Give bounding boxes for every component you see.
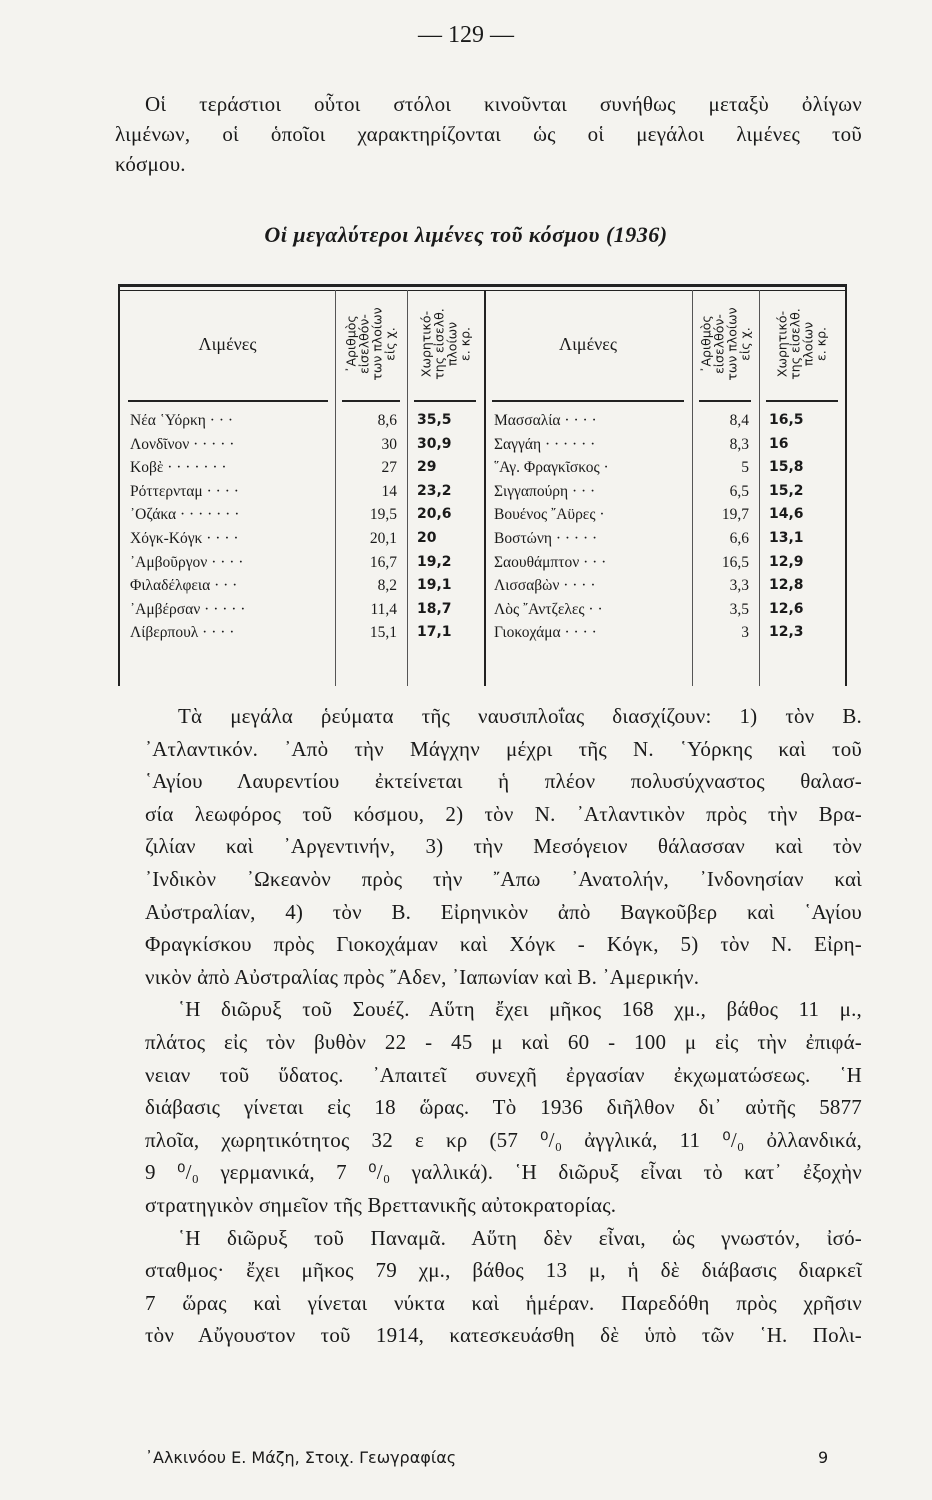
ships-count: 11,4 — [370, 600, 397, 618]
header-text: εἰς χ. — [383, 327, 399, 361]
body-line: Τὰ μεγάλα ῥεύματα τῆς ναυσιπλοΐας διασχίζουν: 1) τὸν Β. — [178, 704, 862, 728]
port-name: Φιλαδέλφεια · · · — [130, 577, 238, 595]
port-name: Νέα ῾Υόρκη · · · — [130, 412, 234, 429]
port-name: ῞Αγ. Φραγκῖσκος · — [494, 459, 609, 477]
ships-count: 8,3 — [729, 435, 749, 453]
port-name: Ρόττερνταμ · · · · — [130, 482, 239, 500]
body-line: διάβασις γίνεται εἰς 18 ὥρας. Τὸ 1936 διῆλθον δι᾿ αὐτῆς 5877 — [145, 1095, 862, 1120]
port-name: Λὸς ῎Αντζελες · · — [494, 600, 603, 618]
tonnage: 16,5 — [769, 412, 804, 428]
tonnage: 12,8 — [769, 577, 804, 594]
port-name: Λισσαβὼν · · · · — [494, 577, 596, 595]
header-rule — [128, 400, 328, 402]
table-top-rule-thin — [118, 290, 847, 291]
ports-table — [118, 284, 847, 686]
tonnage: 14,6 — [769, 506, 804, 523]
body-line: πλάτος εἰς τὸν βυθὸν 22 - 45 μ καὶ 60 - 100 μ εἰς τὴν ἐπιφά- — [145, 1030, 862, 1054]
tonnage: 18,7 — [417, 600, 452, 617]
header-rule — [414, 400, 476, 402]
intro-line: Οἱ τεράστιοι οὗτοι στόλοι κινοῦνται συνήθως μεταξὺ ὀλίγων — [145, 92, 862, 116]
body-line: ᾿Ατλαντικόν. ᾿Απὸ τὴν Μάγχην μέχρι τῆς Ν. ῾Υόρκης καὶ τοῦ — [145, 736, 862, 761]
table-title: Οἱ μεγαλύτεροι λιμένες τοῦ κόσμου (1936) — [264, 222, 668, 247]
tonnage: 23,2 — [417, 482, 452, 499]
ships-count: 3,5 — [729, 600, 749, 618]
body-line: σία λεωφόρος τοῦ κόσμου, 2) τὸν Ν. ᾿Ατλαντικὸν πρὸς τὴν Βρα- — [145, 801, 862, 826]
port-name: Λονδῖνον · · · · · — [130, 435, 235, 453]
tonnage: 16 — [769, 435, 789, 452]
header-text: ᾿Αριθμὸς — [698, 315, 714, 373]
port-name: Βουένος ῎Αϋρες · — [494, 506, 605, 524]
header-text: της εἰσελθ. — [787, 308, 803, 380]
header-text: πλοίων — [800, 321, 816, 367]
body-line: νειαν τοῦ ὕδατος. ᾿Απαιτεῖ συνεχῆ ἐργασίαν ἐκχωματώσεως. ῾Η — [145, 1062, 862, 1087]
ships-count: 6,6 — [729, 530, 749, 547]
header-text: εἰσελθόν- — [711, 314, 727, 374]
footer-signature: 9 — [818, 1448, 829, 1467]
header-text: Χωρητικό- — [418, 310, 434, 378]
tonnage: 15,2 — [769, 482, 804, 499]
table-row — [120, 483, 845, 507]
page-number: — 129 — — [418, 22, 514, 48]
table-row — [120, 554, 845, 578]
body-line: ζιλίαν καὶ ᾿Αργεντινήν, 3) τὴν Μεσόγειον θάλασσαν καὶ τὸν — [145, 834, 862, 859]
header-port-right: Λιμένες — [559, 333, 617, 354]
tonnage: 19,1 — [417, 577, 452, 594]
tonnage: 35,5 — [417, 412, 452, 428]
tonnage: 13,1 — [769, 530, 804, 546]
header-text: των πλοίων — [370, 307, 386, 381]
header-tonnage-left — [407, 294, 484, 394]
tonnage: 12,3 — [769, 624, 804, 641]
tonnage: 12,9 — [769, 553, 804, 570]
body-line: σταθμος· ἔχει μῆκος 79 χμ., βάθος 13 μ, ἡ δὲ διάβασις διαρκεῖ — [145, 1258, 862, 1283]
ships-count: 3,3 — [729, 577, 749, 595]
body-line: ῾Η διῶρυξ τοῦ Παναμᾶ. Αὕτη δὲν εἶναι, ὡς γνωστόν, ἰσό- — [178, 1225, 862, 1250]
port-name: Βοστώνη · · · · · — [494, 530, 598, 547]
header-tonnage-right — [759, 294, 845, 394]
body-line: 7 ὥρας καὶ γίνεται νύκτα καὶ ἡμέραν. Παρεδόθη πρὸς χρῆσιν — [145, 1290, 862, 1315]
header-text: εἰς χ. — [737, 327, 753, 361]
header-port-left: Λιμένες — [198, 333, 257, 354]
tonnage: 20 — [417, 530, 437, 546]
ships-count: 16,5 — [721, 553, 749, 571]
ships-count: 16,7 — [369, 553, 397, 571]
table-row — [120, 459, 845, 483]
port-name: Κοβὲ · · · · · · · — [130, 459, 227, 477]
body-line: Φραγκίσκου πρὸς Γιοκοχάμαν καὶ Χόγκ - Κόγκ, 5) τὸν Ν. Εἰρη- — [145, 932, 862, 957]
ships-count: 3 — [741, 624, 749, 642]
port-name: Σαγγάη · · · · · · — [494, 435, 596, 453]
header-rule — [492, 400, 684, 402]
table-row — [120, 506, 845, 530]
ships-count: 15,1 — [369, 624, 397, 642]
header-rule — [342, 400, 400, 402]
tonnage: 29 — [417, 459, 437, 476]
port-name: ᾿Αμβοῦργον · · · · — [130, 553, 244, 571]
ships-count: 20,1 — [369, 530, 397, 547]
header-text: ᾿Αριθμὸς — [344, 315, 360, 373]
ships-count: 14 — [381, 482, 397, 500]
ships-count: 8,2 — [377, 577, 397, 595]
table-row — [120, 624, 845, 648]
body-line: στρατηγικὸν σημεῖον τῆς Βρεττανικῆς αὐτοκρατορίας. — [145, 1193, 617, 1217]
tonnage: 12,6 — [769, 600, 804, 617]
port-name: Σαουθάμπτον · · · — [494, 553, 607, 571]
body-line: πλοῖα, χωρητικότητος 32 ε κρ (57 ⁰/₀ ἀγγλικά, 11 ⁰/₀ ὀλλανδικά, — [145, 1127, 862, 1152]
tonnage: 15,8 — [769, 459, 804, 476]
header-text: Χωρητικό- — [774, 310, 790, 378]
ships-count: 6,5 — [729, 482, 749, 500]
table-row — [120, 577, 845, 601]
tonnage: 30,9 — [417, 435, 452, 452]
header-ships-right — [692, 294, 759, 394]
tonnage: 17,1 — [417, 624, 452, 641]
ships-count: 27 — [381, 459, 397, 477]
ships-count: 19,5 — [369, 506, 397, 524]
ships-count: 8,4 — [729, 412, 749, 429]
ships-count: 8,6 — [377, 412, 397, 429]
table-row — [120, 436, 845, 460]
port-name: Μασσαλία · · · · — [494, 412, 597, 429]
port-name: Γιοκοχάμα · · · · — [494, 624, 597, 642]
header-rule — [699, 400, 751, 402]
body-line: τὸν Αὔγουστον τοῦ 1914, κατεσκευάσθη δὲ ὑπὸ τῶν ῾Η. Πολι- — [145, 1323, 862, 1348]
header-text: ε. κρ. — [457, 327, 473, 361]
ships-count: 19,7 — [721, 506, 749, 524]
ships-count: 30 — [381, 435, 397, 453]
port-name: Σιγγαπούρη · · · — [494, 482, 596, 500]
footer-author: ᾿Αλκινόου Ε. Μάζη, Στοιχ. Γεωγραφίας — [145, 1448, 457, 1467]
header-text: της εἰσελθ. — [431, 308, 447, 380]
body-line: Αὐστραλίαν, 4) τὸν Β. Εἰρηνικὸν ἀπὸ Βαγκοῦβερ καὶ ῾Αγίου — [145, 899, 862, 924]
port-name: Λίβερπουλ · · · · — [130, 624, 235, 642]
table-row — [120, 530, 845, 554]
header-rule — [766, 400, 838, 402]
body-line: ῾Αγίου Λαυρεντίου ἐκτείνεται ἡ πλέον πολυσύχναστος θαλασ- — [145, 769, 862, 794]
port-name: ᾿Αμβέρσαν · · · · · — [130, 600, 246, 618]
intro-line: λιμένων, οἱ ὁποῖοι χαρακτηρίζονται ὡς οἱ μεγάλοι λιμένες τοῦ — [115, 122, 862, 146]
table-row — [120, 601, 845, 625]
table-top-rule — [118, 284, 847, 287]
body-line: 9 ⁰/₀ γερμανικά, 7 ⁰/₀ γαλλικά). ῾Η διῶρυξ εἶναι τὸ κατ᾿ ἐξοχὴν — [145, 1160, 862, 1185]
ships-count: 5 — [741, 459, 749, 477]
tonnage: 20,6 — [417, 506, 452, 523]
header-text: των πλοίων — [724, 307, 740, 381]
header-ships-left — [335, 294, 407, 394]
intro-line: κόσμου. — [115, 152, 186, 176]
header-text: ε. κρ. — [813, 327, 829, 361]
table-row — [120, 412, 845, 436]
port-name: Χόγκ-Κόγκ · · · · — [130, 530, 239, 547]
body-line: ᾿Ινδικὸν ᾿Ωκεανὸν πρὸς τὴν ῎Απω ᾿Ανατολήν, ᾿Ινδονησίαν καὶ — [145, 867, 862, 891]
body-line: νικὸν ἀπὸ Αὐστραλίας πρὸς ῎Αδεν, ᾿Ιαπωνίαν καὶ Β. ᾿Αμερικήν. — [145, 964, 700, 989]
port-name: ᾿Οζάκα · · · · · · · — [130, 506, 240, 524]
header-text: πλοίων — [444, 321, 460, 367]
header-text: εἰσελθόν- — [357, 314, 373, 374]
body-line: ῾Η διῶρυξ τοῦ Σουέζ. Αὕτη ἔχει μῆκος 168 χμ., βάθος 11 μ., — [178, 997, 862, 1022]
tonnage: 19,2 — [417, 553, 452, 570]
